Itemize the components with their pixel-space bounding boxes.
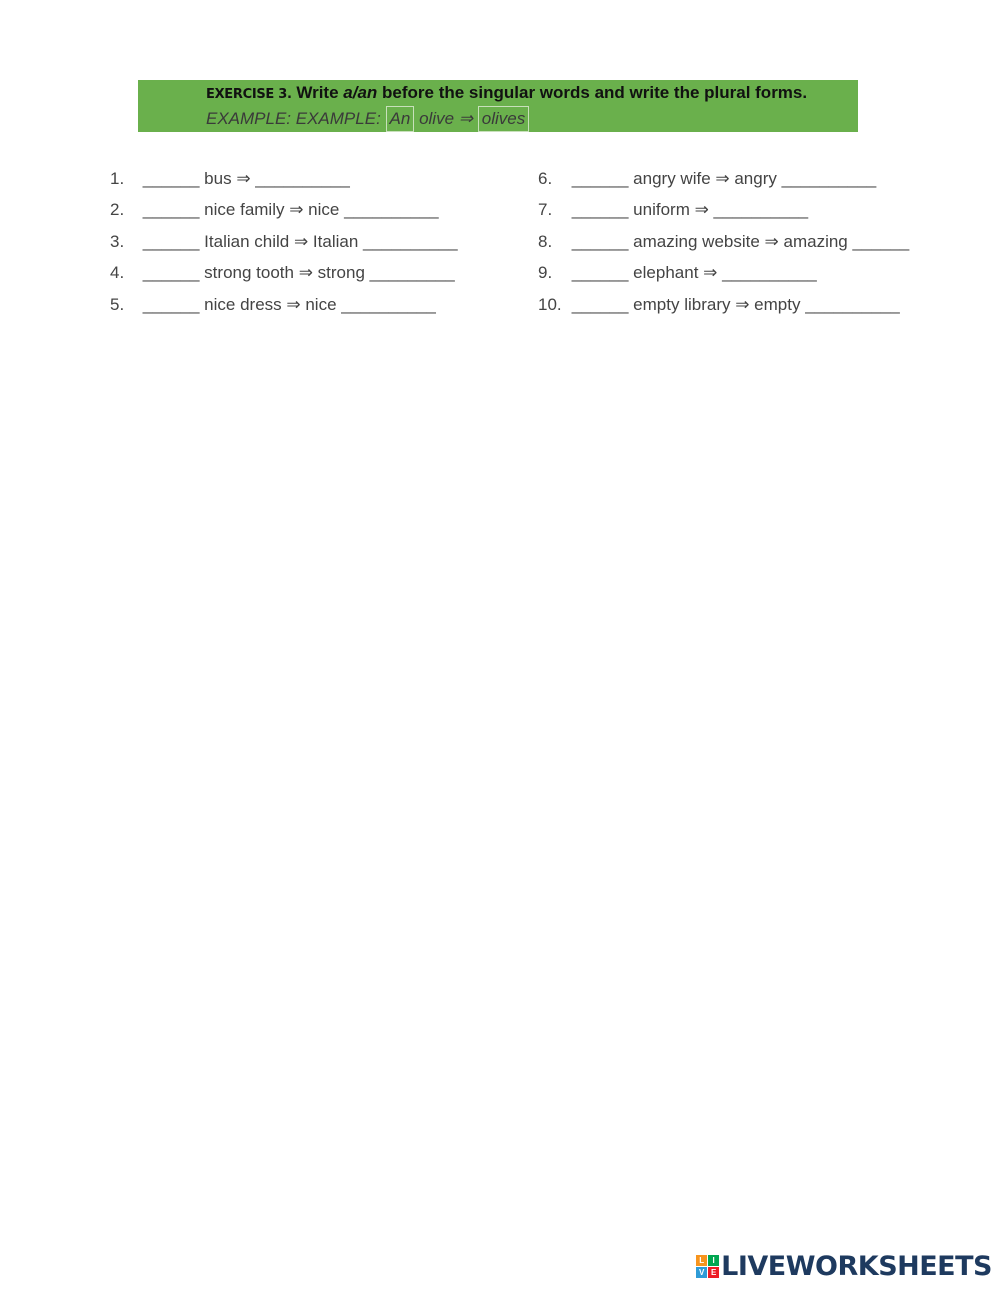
list-item [110,169,350,189]
item-number: 2. [110,200,125,219]
logo-letter-v: V [696,1267,707,1278]
list-item [538,295,900,315]
logo-letter-i: I [708,1255,719,1266]
item-text[interactable]: ______ angry wife ⇒ angry __________ [571,169,877,188]
item-text[interactable]: ______ amazing website ⇒ amazing ______ [571,232,910,251]
item-number: 7. [538,200,553,219]
exercise-banner [138,80,858,132]
liveworksheets-logo [696,1249,992,1283]
list-item [110,295,436,315]
item-number: 4. [110,263,125,282]
logo-letter-e: E [708,1267,719,1278]
item-number: 10. [538,295,562,314]
item-number: 6. [538,169,553,188]
item-text[interactable]: ______ empty library ⇒ empty __________ [571,295,900,314]
item-number: 8. [538,232,553,251]
instruction-italic: a/an [343,83,378,102]
logo-text: LIVEWORKSHEETS [721,1250,992,1282]
item-text[interactable]: ______ uniform ⇒ __________ [571,200,809,219]
item-text[interactable]: ______ bus ⇒ __________ [142,169,350,188]
example-word: olive ⇒ [419,109,473,128]
example-plural-box: olives [478,106,529,132]
item-number: 9. [538,263,553,282]
list-item [110,200,439,220]
list-item [538,232,909,252]
exercise-label: EXERCISE 3. [206,87,292,102]
item-number: 1. [110,169,125,188]
item-text[interactable]: ______ nice dress ⇒ nice __________ [142,295,436,314]
list-item [538,263,817,283]
item-text[interactable]: ______ Italian child ⇒ Italian __________ [142,232,458,251]
list-item [110,263,455,283]
list-item [538,169,876,189]
logo-letter-l: L [696,1255,707,1266]
item-number: 3. [110,232,125,251]
item-text[interactable]: ______ strong tooth ⇒ strong _________ [142,263,455,282]
example-line [206,106,858,132]
item-text[interactable]: ______ nice family ⇒ nice __________ [142,200,439,219]
instruction-text-rest: before the singular words and write the plural forms. [377,83,808,102]
exercise-instruction [206,82,858,106]
item-text[interactable]: ______ elephant ⇒ __________ [571,263,817,282]
instruction-text: Write [296,83,344,102]
logo-icon [696,1255,719,1278]
example-prefix: EXAMPLE: EXAMPLE: [206,109,381,128]
item-number: 5. [110,295,125,314]
list-item [110,232,458,252]
list-item [538,200,808,220]
example-article-box: An [386,106,415,132]
